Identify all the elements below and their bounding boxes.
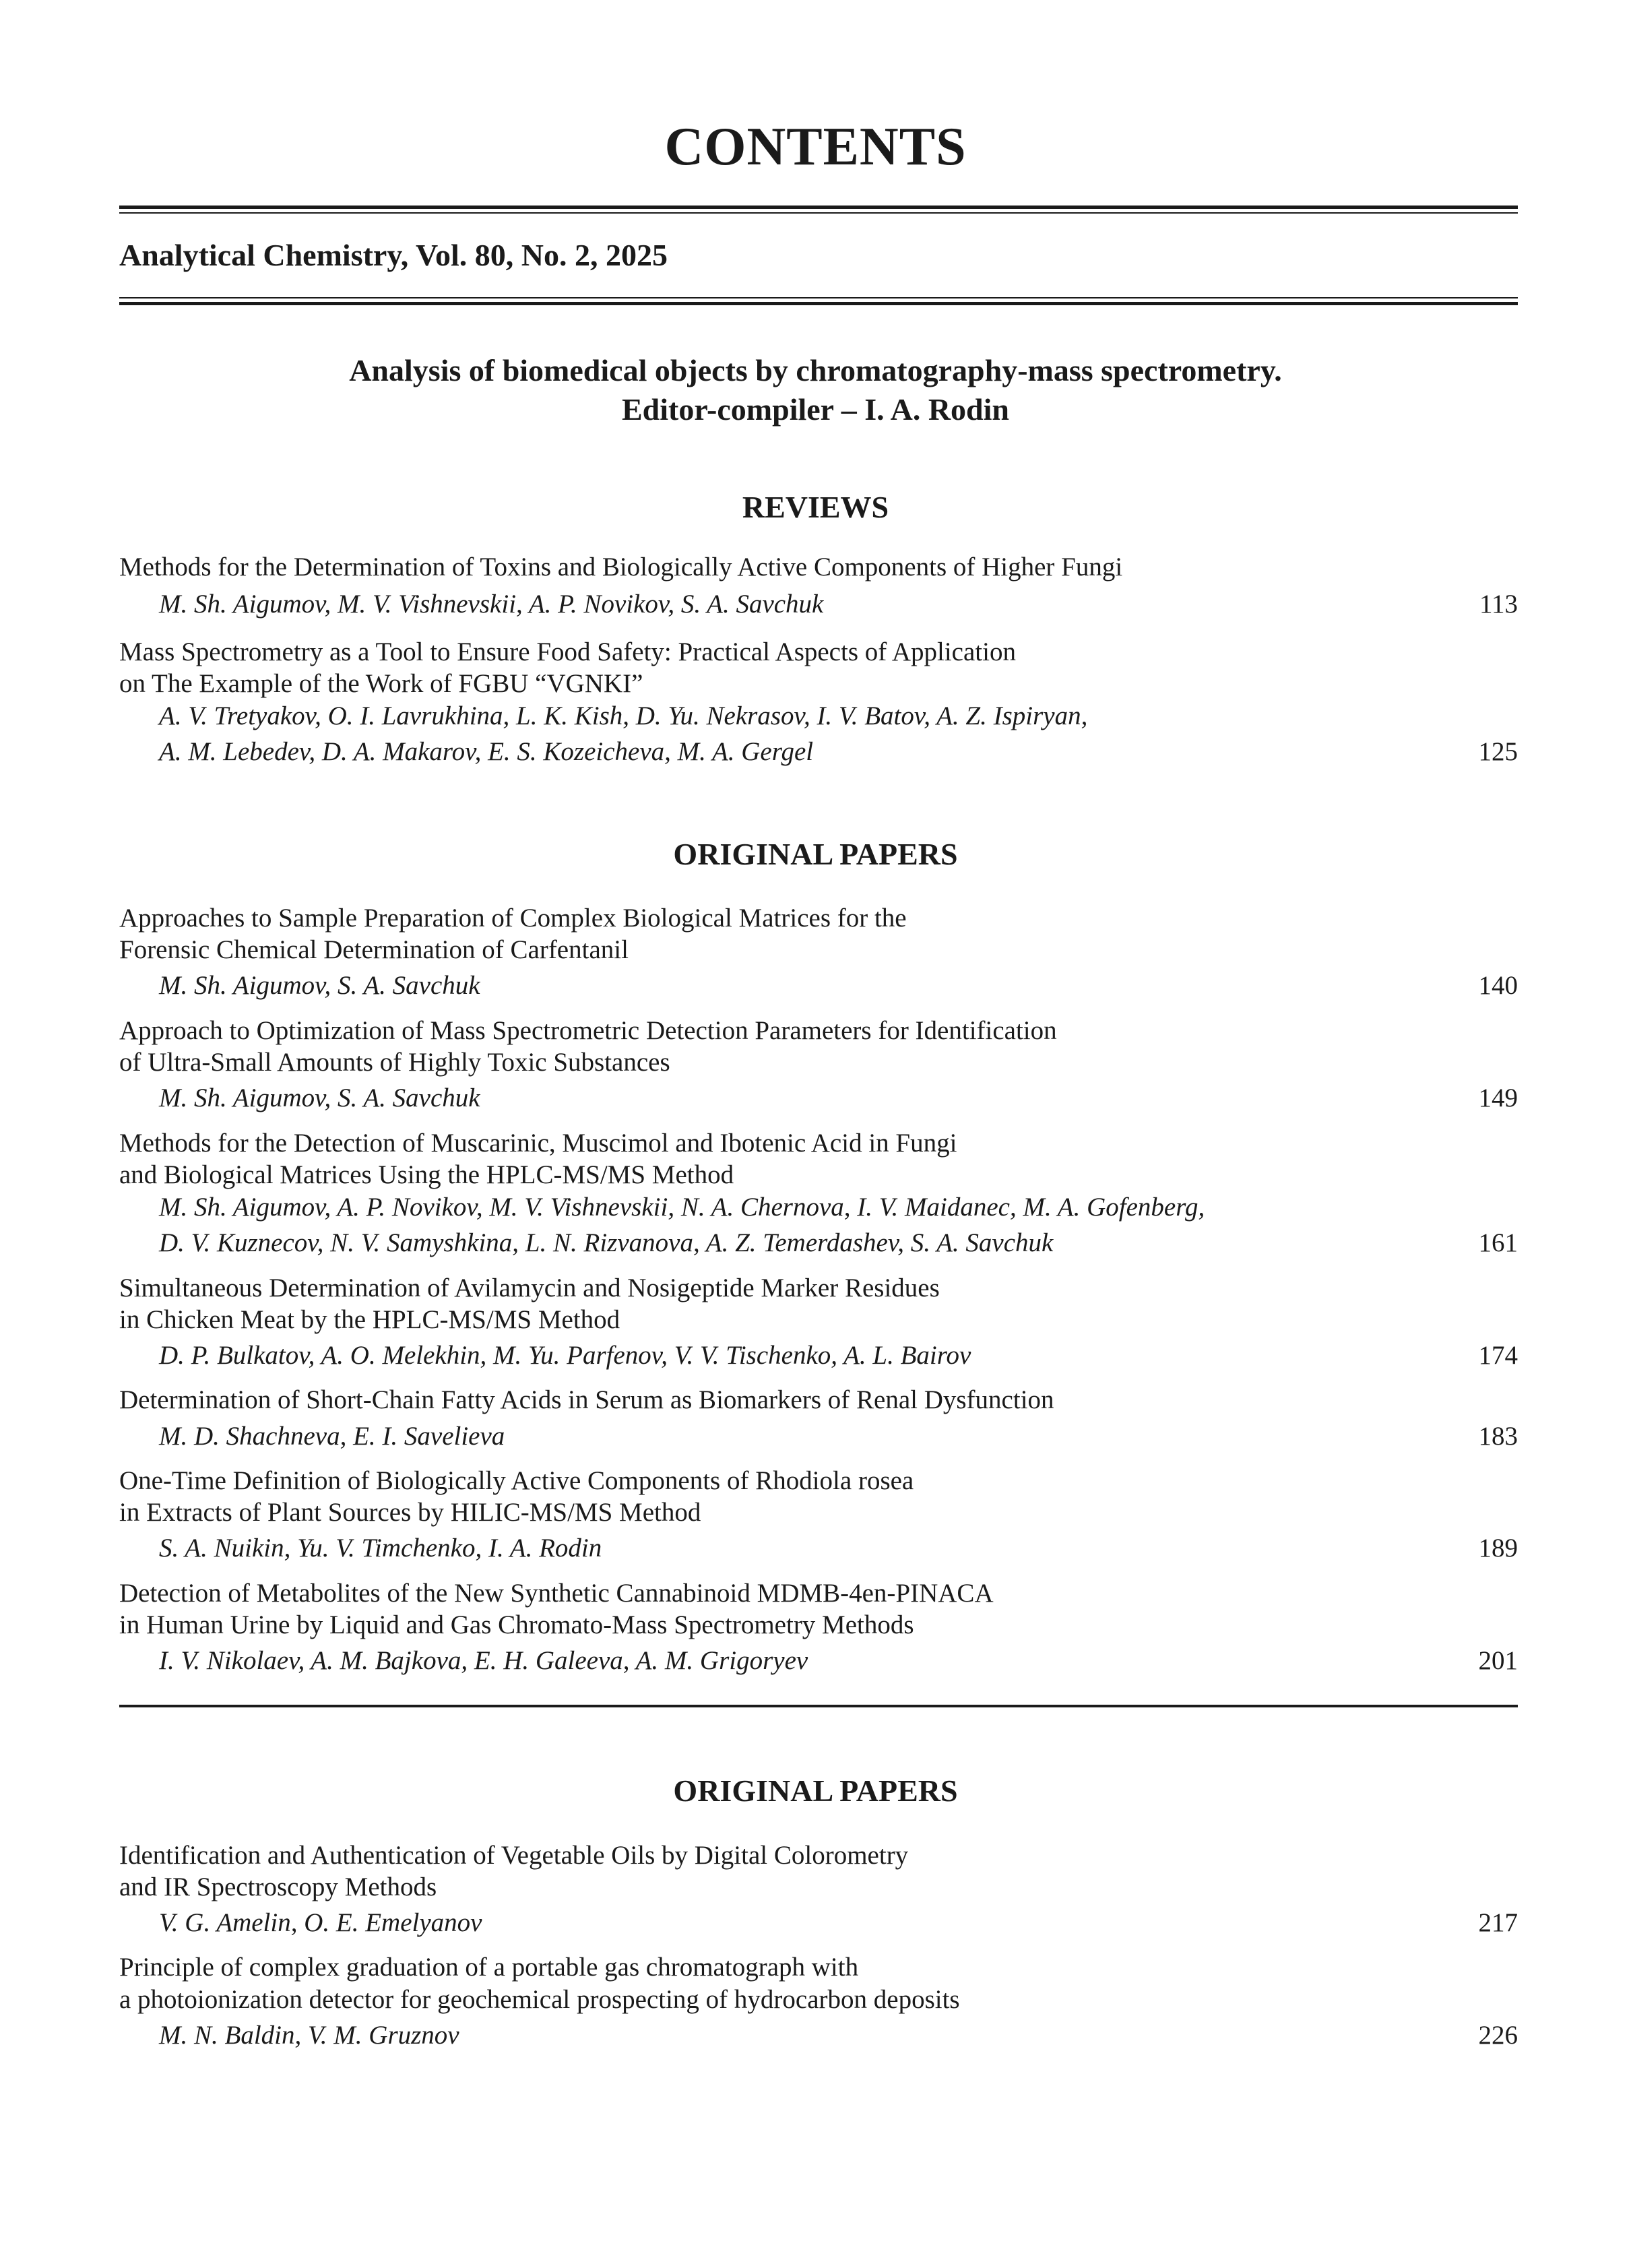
entry-title: Detection of Metabolites of the New Synthetic Cannabinoid MDMB-4en-PINACA <box>119 1579 994 1608</box>
entry-page-number: 189 <box>1478 1534 1518 1563</box>
entry-title: in Human Urine by Liquid and Gas Chromato-Mass Spectrometry Methods <box>119 1610 914 1639</box>
entry-title: on The Example of the Work of FGBU “VGNKI” <box>119 669 643 698</box>
journal-issue: Analytical Chemistry, Vol. 80, No. 2, 2025 <box>119 238 668 272</box>
entry-title: Identification and Authentication of Vegetable Oils by Digital Colorometry <box>119 1841 909 1870</box>
entry-page-number: 149 <box>1478 1083 1518 1112</box>
header-rule-bottom <box>119 302 1518 305</box>
entry-title: in Chicken Meat by the HPLC-MS/MS Method <box>119 1305 620 1334</box>
entry-title: Forensic Chemical Determination of Carfentanil <box>119 935 629 964</box>
entry-title: and Biological Matrices Using the HPLC-MS/MS Method <box>119 1160 734 1189</box>
header-rule-bottom-thin <box>119 297 1518 298</box>
entry-page-number: 217 <box>1478 1908 1518 1937</box>
entry-title: and IR Spectroscopy Methods <box>119 1872 437 1901</box>
entry-page-number: 174 <box>1478 1341 1518 1370</box>
entry-title: Simultaneous Determination of Avilamycin and Nosigeptide Marker Residues <box>119 1273 940 1302</box>
entry-title: Mass Spectrometry as a Tool to Ensure Food Safety: Practical Aspects of Application <box>119 637 1016 666</box>
entry-authors: M. D. Shachneva, E. I. Savelieva <box>159 1422 505 1451</box>
entry-authors: A. M. Lebedev, D. A. Makarov, E. S. Kozeicheva, M. A. Gergel <box>159 737 814 766</box>
entry-authors: I. V. Nikolaev, A. M. Bajkova, E. H. Galeeva, A. M. Grigoryev <box>159 1646 808 1675</box>
entry-page-number: 140 <box>1478 971 1518 1000</box>
entry-authors: M. N. Baldin, V. M. Gruznov <box>159 2021 459 2050</box>
entry-authors: M. Sh. Aigumov, S. A. Savchuk <box>159 1083 480 1112</box>
entry-authors: M. Sh. Aigumov, S. A. Savchuk <box>159 971 480 1000</box>
section-heading: ORIGINAL PAPERS <box>673 837 958 871</box>
entry-title: Methods for the Determination of Toxins and Biologically Active Components of Higher Fungi <box>119 553 1123 581</box>
header-rule-top <box>119 206 1518 209</box>
topic-heading: Analysis of biomedical objects by chromatography-mass spectrometry. <box>349 353 1282 387</box>
entry-title: a photoionization detector for geochemical prospecting of hydrocarbon deposits <box>119 1985 960 2014</box>
entry-title: One-Time Definition of Biologically Active Components of Rhodiola rosea <box>119 1466 914 1495</box>
entry-authors: S. A. Nuikin, Yu. V. Timchenko, I. A. Rodin <box>159 1534 602 1563</box>
entry-title: Principle of complex graduation of a portable gas chromatograph with <box>119 1953 859 1982</box>
section-heading: ORIGINAL PAPERS <box>673 1773 958 1808</box>
entry-authors: V. G. Amelin, O. E. Emelyanov <box>159 1908 482 1937</box>
topic-editor: Editor-compiler – I. A. Rodin <box>621 392 1010 427</box>
entry-title: in Extracts of Plant Sources by HILIC-MS/MS Method <box>119 1498 701 1527</box>
entry-authors: D. V. Kuznecov, N. V. Samyshkina, L. N. Rizvanova, A. Z. Temerdashev, S. A. Savchuk <box>159 1228 1054 1257</box>
entry-authors: D. P. Bulkatov, A. O. Melekhin, M. Yu. Parfenov, V. V. Tischenko, A. L. Bairov <box>159 1341 971 1370</box>
entry-title: Approaches to Sample Preparation of Complex Biological Matrices for the <box>119 904 907 933</box>
entry-title: Approach to Optimization of Mass Spectrometric Detection Parameters for Identification <box>119 1016 1057 1045</box>
entry-authors: M. Sh. Aigumov, M. V. Vishnevskii, A. P. Novikov, S. A. Savchuk <box>159 590 824 619</box>
entry-authors: M. Sh. Aigumov, A. P. Novikov, M. V. Vishnevskii, N. A. Chernova, I. V. Maidanec, M. A. Gofenberg, <box>159 1193 1205 1222</box>
section-divider <box>119 1705 1518 1707</box>
entry-title: Methods for the Detection of Muscarinic, Muscimol and Ibotenic Acid in Fungi <box>119 1129 957 1158</box>
entry-page-number: 183 <box>1478 1422 1518 1451</box>
entry-title: Determination of Short-Chain Fatty Acids in Serum as Biomarkers of Renal Dysfunction <box>119 1385 1054 1414</box>
section-heading: REVIEWS <box>742 490 889 524</box>
header-rule-top-thin <box>119 212 1518 214</box>
entry-page-number: 161 <box>1478 1228 1518 1257</box>
entry-page-number: 125 <box>1478 737 1518 766</box>
entry-page-number: 113 <box>1479 590 1518 619</box>
page-title: CONTENTS <box>664 117 967 177</box>
entry-page-number: 201 <box>1478 1646 1518 1675</box>
entry-title: of Ultra-Small Amounts of Highly Toxic Substances <box>119 1048 670 1077</box>
entry-authors: A. V. Tretyakov, O. I. Lavrukhina, L. K. Kish, D. Yu. Nekrasov, I. V. Batov, A. Z. Ispiryan, <box>159 701 1088 730</box>
entry-page-number: 226 <box>1478 2021 1518 2050</box>
